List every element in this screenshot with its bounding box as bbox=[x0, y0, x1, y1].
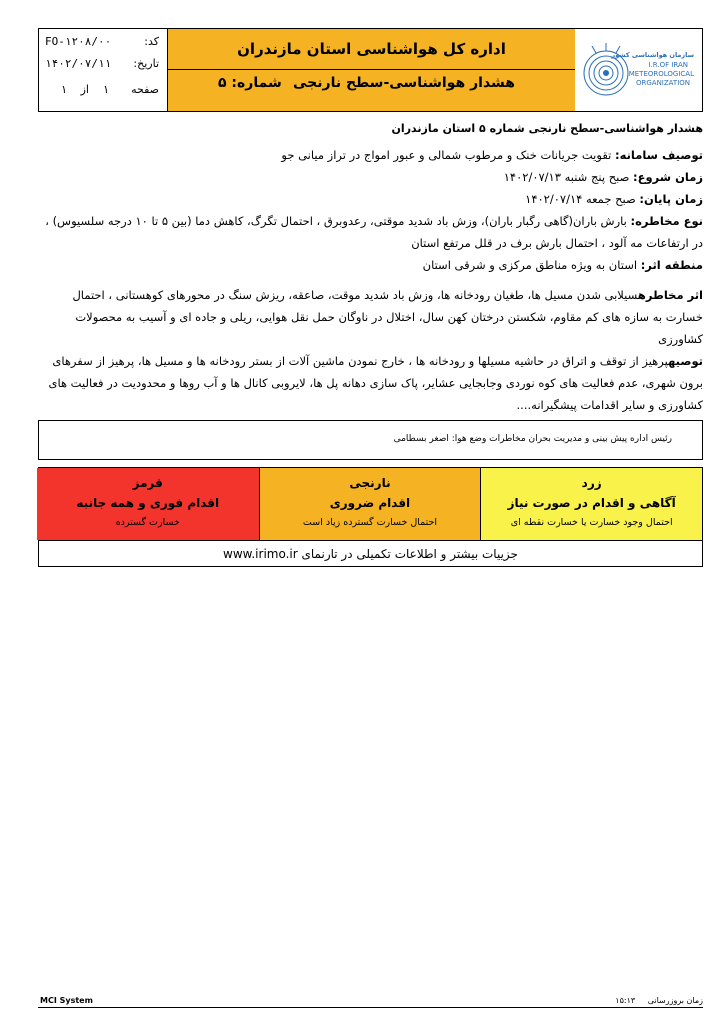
header-title-block bbox=[167, 29, 575, 111]
header-meta bbox=[39, 29, 167, 111]
level-orange bbox=[259, 468, 481, 540]
org-title: اداره کل هواشناسی استان مازندران bbox=[168, 29, 575, 70]
footer-update-label: زمان بروزرسانی bbox=[647, 996, 703, 1005]
level-red-name: قرمز bbox=[132, 476, 163, 490]
area-value: استان به ویژه مناطق مرکزی و شرقی استان bbox=[422, 258, 641, 272]
document-header bbox=[38, 28, 703, 112]
end-value: صبح جمعه ۱۴۰۲/۰۷/۱۴ bbox=[525, 192, 640, 206]
warning-number: شماره: ۵ bbox=[218, 75, 282, 91]
code-label: کد: bbox=[144, 35, 159, 48]
hazard-type bbox=[42, 210, 703, 254]
page-total: ۱ bbox=[61, 83, 67, 96]
authority-box bbox=[38, 420, 703, 460]
date-label: تاریخ: bbox=[133, 57, 159, 70]
page-label: صفحه bbox=[131, 83, 159, 96]
recommendation bbox=[40, 350, 703, 416]
system-label: توصیف سامانه: bbox=[615, 148, 703, 162]
impact-value: سیلابی شدن مسیل ها، طغیان رودخانه ها، وزش باد شدید موقت، صاعقه، ریزش سنگ در محورهای کوهستانی ، احتمال خسارت به سازه های کم مقاوم، شکستن درختان کهن سال، اختلال در ناوگان حمل نقل هوایی، ریلی و جاده ای و آسیب به محصولات کشاورزی bbox=[72, 288, 703, 346]
system-description bbox=[42, 144, 703, 166]
logo-text-en-3: ORGANIZATION bbox=[635, 79, 690, 87]
document-title: هشدار هواشناسی-سطح نارنجی شماره ۵ استان مازندران bbox=[391, 122, 703, 135]
start-label: زمان شروع: bbox=[633, 170, 703, 184]
impact-label: اثر مخاطره bbox=[637, 288, 703, 302]
hazard-impact bbox=[40, 284, 703, 350]
advice-value: پرهیز از توقف و اتراق در حاشیه مسیلها و رودخانه ها ، خارج نمودن ماشین آلات از بستر رودخانه ها و مسیل ها، پرهیز از سفرهای برون شهری، عدم فعالیت های کوه نوردی وجابجایی عشایر، پاک سازی دهانه پل ها، لایروبی کانال ها و آب روها و محدودیت در فعالیت های کشاورزی و سایر اقدامات پیشگیرانه.... bbox=[48, 354, 703, 412]
more-info-link[interactable]: جزییات بیشتر و اطلاعات تکمیلی در تارنمای www.irimo.ir bbox=[39, 540, 702, 567]
page-current: ۱ bbox=[103, 83, 109, 96]
hazard-value: بارش باران(گاهی رگبار باران)، وزش باد شدید موقتی، رعدوبرق ، احتمال تگرگ، کاهش دما (بین ۵ تا ۱۰ درجه سلسیوس) ، در ارتفاعات مه آلود ، احتمال بارش برف در قلل مرتفع استان bbox=[45, 214, 703, 250]
level-orange-action: اقدام ضروری bbox=[329, 496, 411, 510]
footer-system: MCI System bbox=[40, 996, 93, 1005]
level-orange-name: نارنجی bbox=[349, 476, 391, 490]
logo-text-fa: سازمان هواشناسی کشور bbox=[611, 51, 694, 59]
level-yellow-name: زرد bbox=[581, 476, 602, 490]
authority-text: رئیس اداره پیش بینی و مدیریت بحران مخاطرات وضع هوا: اصغر بسطامی bbox=[393, 434, 672, 444]
warning-levels-table bbox=[38, 467, 703, 567]
logo-text-en-1: I.R.OF IRAN bbox=[648, 61, 688, 69]
level-red-action: اقدام فوری و همه جانبه bbox=[76, 496, 220, 510]
affected-area bbox=[42, 254, 703, 276]
code-value: FO-۱۲۰۸/۰۰ bbox=[45, 35, 112, 48]
warning-type: هشدار هواشناسی-سطح نارنجی bbox=[293, 75, 515, 91]
level-red-desc: خسارت گسترده bbox=[115, 517, 180, 528]
footer-update-time: ۱۵:۱۳ bbox=[615, 996, 636, 1005]
level-yellow bbox=[480, 468, 702, 540]
end-label: زمان پایان: bbox=[639, 192, 703, 206]
start-value: صبح پنج شنبه ۱۴۰۲/۰۷/۱۳ bbox=[503, 170, 634, 184]
page-sep: از bbox=[80, 83, 89, 96]
irimo-logo bbox=[574, 29, 702, 111]
start-time bbox=[42, 166, 703, 188]
footer-divider bbox=[38, 1007, 703, 1008]
level-yellow-desc: احتمال وجود خسارت یا خسارت نقطه ای bbox=[510, 517, 673, 528]
level-yellow-action: آگاهی و اقدام در صورت نیاز bbox=[507, 496, 676, 510]
level-red bbox=[37, 468, 259, 540]
logo-text-en-2: METEOROLOGICAL bbox=[628, 70, 694, 78]
system-value: تقویت جریانات خنک و مرطوب شمالی و عبور امواج در تراز میانی جو bbox=[281, 148, 615, 162]
area-label: منطقه اثر: bbox=[640, 258, 703, 272]
date-value: ۱۴۰۲/۰۷/۱۱ bbox=[45, 57, 112, 70]
advice-label: توصیه bbox=[668, 354, 703, 368]
hazard-label: نوع مخاطره: bbox=[630, 214, 703, 228]
footer-update bbox=[615, 996, 703, 1005]
end-time bbox=[42, 188, 703, 210]
level-orange-desc: احتمال خسارت گسترده زیاد است bbox=[302, 517, 438, 528]
